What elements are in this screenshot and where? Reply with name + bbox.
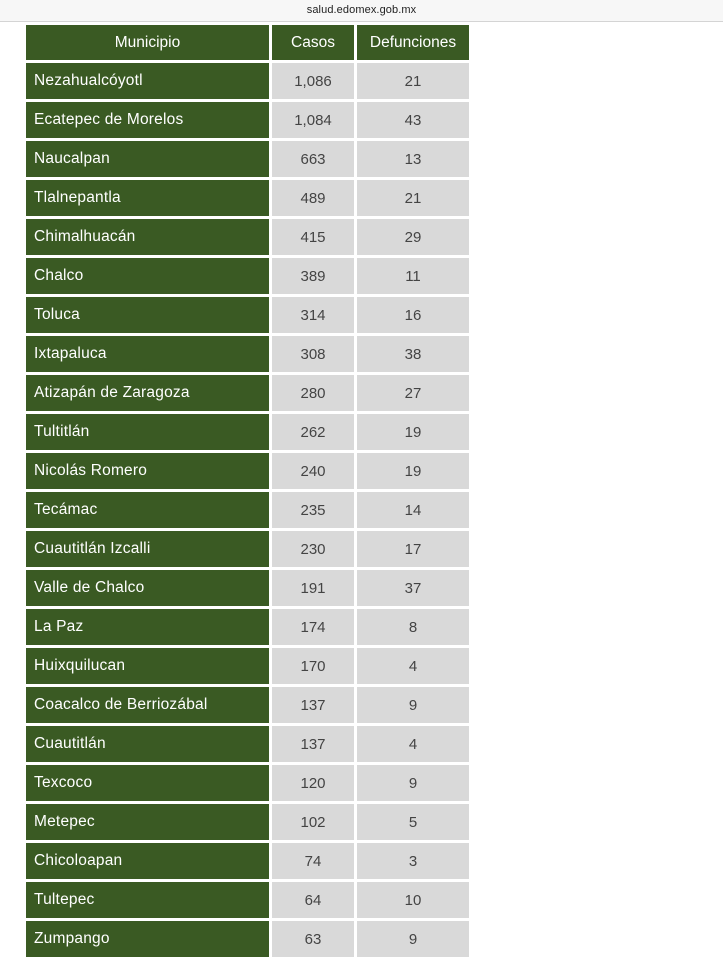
cell-casos: 174 bbox=[272, 609, 354, 648]
header-defunciones: Defunciones bbox=[357, 25, 469, 63]
cell-casos: 230 bbox=[272, 531, 354, 570]
cell-casos: 280 bbox=[272, 375, 354, 414]
cell-casos: 314 bbox=[272, 297, 354, 336]
cell-casos: 663 bbox=[272, 141, 354, 180]
cell-municipio: Chalco bbox=[26, 258, 269, 297]
url-text: salud.edomex.gob.mx bbox=[306, 4, 417, 16]
cell-municipio: Zumpango bbox=[26, 921, 269, 960]
table-row bbox=[26, 375, 469, 414]
table-row bbox=[26, 453, 469, 492]
cell-municipio: Chicoloapan bbox=[26, 843, 269, 882]
cell-defunciones: 4 bbox=[357, 726, 469, 765]
cell-municipio: Huixquilucan bbox=[26, 648, 269, 687]
cases-table bbox=[26, 25, 469, 960]
table-row bbox=[26, 648, 469, 687]
cell-defunciones: 16 bbox=[357, 297, 469, 336]
cell-defunciones: 21 bbox=[357, 63, 469, 102]
cell-defunciones: 21 bbox=[357, 180, 469, 219]
cell-casos: 137 bbox=[272, 687, 354, 726]
cell-defunciones: 11 bbox=[357, 258, 469, 297]
cell-defunciones: 13 bbox=[357, 141, 469, 180]
cell-casos: 262 bbox=[272, 414, 354, 453]
table-body bbox=[26, 63, 469, 960]
cell-municipio: La Paz bbox=[26, 609, 269, 648]
cell-casos: 489 bbox=[272, 180, 354, 219]
table-row bbox=[26, 570, 469, 609]
cell-defunciones: 9 bbox=[357, 765, 469, 804]
cell-casos: 74 bbox=[272, 843, 354, 882]
cell-municipio: Atizapán de Zaragoza bbox=[26, 375, 269, 414]
cell-municipio: Metepec bbox=[26, 804, 269, 843]
cell-defunciones: 17 bbox=[357, 531, 469, 570]
table-row bbox=[26, 336, 469, 375]
table-row bbox=[26, 921, 469, 960]
cell-casos: 102 bbox=[272, 804, 354, 843]
cell-municipio: Cuautitlán Izcalli bbox=[26, 531, 269, 570]
cell-municipio: Toluca bbox=[26, 297, 269, 336]
cell-municipio: Ixtapaluca bbox=[26, 336, 269, 375]
table-row bbox=[26, 609, 469, 648]
table-row bbox=[26, 726, 469, 765]
table-row bbox=[26, 63, 469, 102]
cell-casos: 415 bbox=[272, 219, 354, 258]
cell-casos: 240 bbox=[272, 453, 354, 492]
table-row bbox=[26, 297, 469, 336]
cell-casos: 1,084 bbox=[272, 102, 354, 141]
cell-defunciones: 4 bbox=[357, 648, 469, 687]
table-row bbox=[26, 882, 469, 921]
cell-municipio: Tlalnepantla bbox=[26, 180, 269, 219]
cell-casos: 170 bbox=[272, 648, 354, 687]
table-row bbox=[26, 843, 469, 882]
table-row bbox=[26, 219, 469, 258]
cases-table-container bbox=[26, 25, 469, 960]
cell-casos: 63 bbox=[272, 921, 354, 960]
cell-municipio: Chimalhuacán bbox=[26, 219, 269, 258]
cell-municipio: Naucalpan bbox=[26, 141, 269, 180]
cell-municipio: Valle de Chalco bbox=[26, 570, 269, 609]
cell-municipio: Nicolás Romero bbox=[26, 453, 269, 492]
cell-defunciones: 29 bbox=[357, 219, 469, 258]
cell-casos: 137 bbox=[272, 726, 354, 765]
cell-defunciones: 9 bbox=[357, 687, 469, 726]
cell-municipio: Cuautitlán bbox=[26, 726, 269, 765]
cell-municipio: Coacalco de Berriozábal bbox=[26, 687, 269, 726]
cell-defunciones: 37 bbox=[357, 570, 469, 609]
header-casos: Casos bbox=[272, 25, 354, 63]
cell-defunciones: 19 bbox=[357, 453, 469, 492]
cell-defunciones: 14 bbox=[357, 492, 469, 531]
cell-defunciones: 19 bbox=[357, 414, 469, 453]
cell-municipio: Nezahualcóyotl bbox=[26, 63, 269, 102]
table-row bbox=[26, 687, 469, 726]
cell-municipio: Tultitlán bbox=[26, 414, 269, 453]
cell-casos: 1,086 bbox=[272, 63, 354, 102]
cell-defunciones: 3 bbox=[357, 843, 469, 882]
cell-municipio: Ecatepec de Morelos bbox=[26, 102, 269, 141]
cell-defunciones: 38 bbox=[357, 336, 469, 375]
cell-defunciones: 10 bbox=[357, 882, 469, 921]
cell-casos: 389 bbox=[272, 258, 354, 297]
cell-casos: 191 bbox=[272, 570, 354, 609]
table-row bbox=[26, 141, 469, 180]
cell-casos: 120 bbox=[272, 765, 354, 804]
cell-municipio: Texcoco bbox=[26, 765, 269, 804]
url-bar[interactable] bbox=[0, 0, 723, 22]
table-row bbox=[26, 414, 469, 453]
cell-defunciones: 8 bbox=[357, 609, 469, 648]
cell-defunciones: 43 bbox=[357, 102, 469, 141]
cell-casos: 308 bbox=[272, 336, 354, 375]
table-header-row bbox=[26, 25, 469, 63]
table-row bbox=[26, 531, 469, 570]
cell-municipio: Tultepec bbox=[26, 882, 269, 921]
table-row bbox=[26, 102, 469, 141]
cell-defunciones: 5 bbox=[357, 804, 469, 843]
cell-casos: 64 bbox=[272, 882, 354, 921]
table-row bbox=[26, 492, 469, 531]
table-row bbox=[26, 765, 469, 804]
table-row bbox=[26, 258, 469, 297]
table-row bbox=[26, 804, 469, 843]
header-municipio: Municipio bbox=[26, 25, 269, 63]
cell-casos: 235 bbox=[272, 492, 354, 531]
table-row bbox=[26, 180, 469, 219]
cell-defunciones: 27 bbox=[357, 375, 469, 414]
cell-municipio: Tecámac bbox=[26, 492, 269, 531]
cell-defunciones: 9 bbox=[357, 921, 469, 960]
